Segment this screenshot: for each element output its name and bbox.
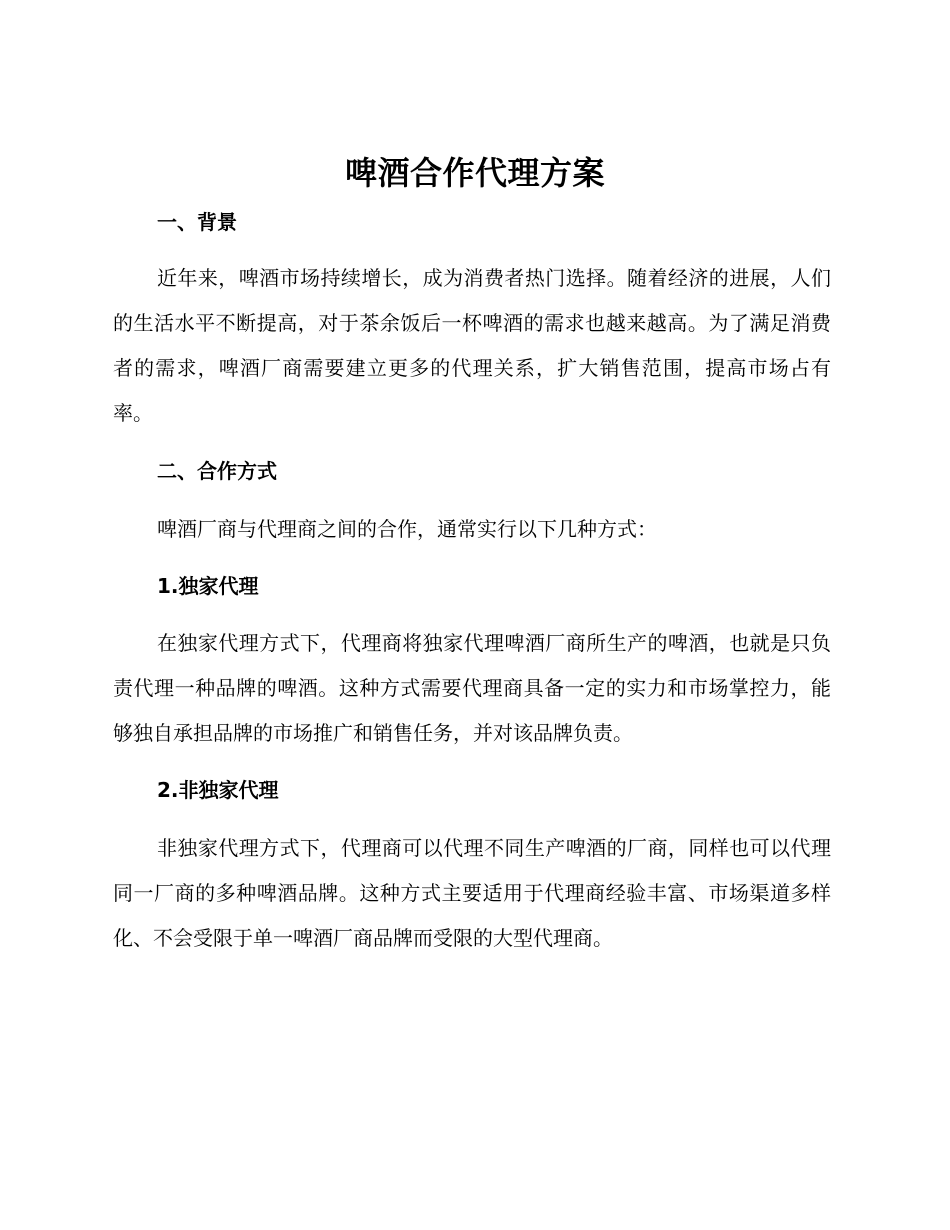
non-exclusive-agency-paragraph: 非独家代理方式下，代理商可以代理不同生产啤酒的厂商，同样也可以代理同一厂商的多种啤酒品牌。这种方式主要适用于代理商经验丰富、市场渠道多样化、不会受限于单一啤酒厂商品牌而受限的大型代理商。	[113, 836, 831, 950]
section-heading-cooperation: 二、合作方式	[157, 459, 277, 483]
subheading-non-exclusive-agency: 2.非独家代理	[157, 778, 279, 802]
document-title: 啤酒合作代理方案	[344, 154, 605, 192]
subheading-exclusive-agency: 1.独家代理	[157, 574, 259, 598]
cooperation-intro-paragraph: 啤酒厂商与代理商之间的合作，通常实行以下几种方式：	[157, 517, 657, 541]
section-heading-background: 一、背景	[157, 210, 237, 234]
exclusive-agency-paragraph: 在独家代理方式下，代理商将独家代理啤酒厂商所生产的啤酒，也就是只负责代理一种品牌的啤酒。这种方式需要代理商具备一定的实力和市场掌控力，能够独自承担品牌的市场推广和销售任务，并对该品牌负责。	[113, 631, 831, 745]
background-paragraph: 近年来，啤酒市场持续增长，成为消费者热门选择。随着经济的进展，人们的生活水平不断提高，对于茶余饭后一杯啤酒的需求也越来越高。为了满足消费者的需求，啤酒厂商需要建立更多的代理关系，扩大销售范围，提高市场占有率。	[113, 266, 831, 425]
